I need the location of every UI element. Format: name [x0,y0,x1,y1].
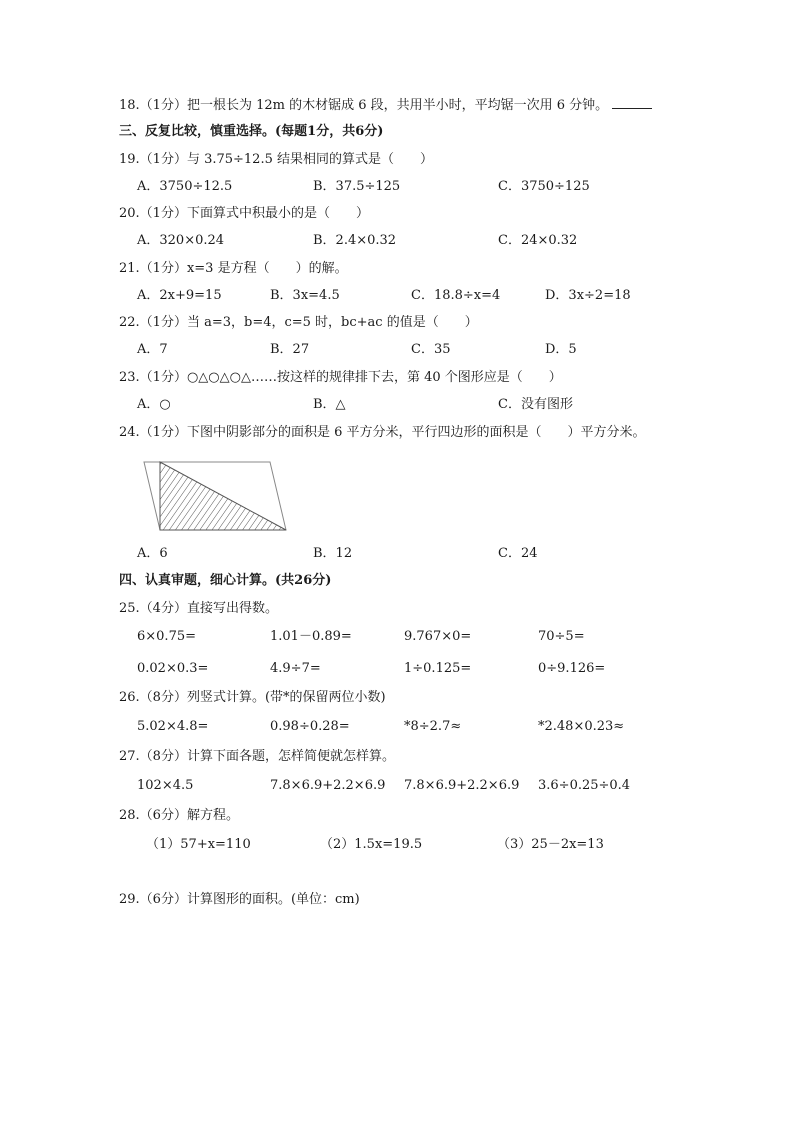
question-22-stem: 22.（1分）当 a=3，b=4，c=5 时，bc+ac 的值是（ ） [119,315,478,330]
q28-item: （3）25－2x=13 [497,837,604,852]
question-25-stem: 25.（4分）直接写出得数。 [119,601,278,616]
question-26-stem: 26.（8分）列竖式计算。(带*的保留两位小数) [119,690,386,705]
section-3-title: 三、反复比较，慎重选择。(每题1分，共6分) [119,124,384,139]
q27-item: 102×4.5 [137,778,194,793]
q25-item: 9.767×0= [404,629,472,644]
question-28-stem: 28.（6分）解方程。 [119,808,239,823]
q19-option-b[interactable]: B．37.5÷125 [313,179,401,194]
q22-option-b[interactable]: B．27 [270,342,310,357]
q21-option-d[interactable]: D．3x÷2=18 [545,288,631,303]
q23-option-c[interactable]: C．没有图形 [498,397,573,412]
q25-item: 70÷5= [538,629,585,644]
q23-option-b[interactable]: B．△ [313,397,346,412]
q20-option-a[interactable]: A．320×0.24 [137,233,225,248]
question-18-text: 18.（1分）把一根长为 12m 的木材锯成 6 段，共用半小时，平均锯一次用 6 分钟。 [119,98,609,113]
q22-option-c[interactable]: C．35 [411,342,451,357]
shaded-triangle [160,462,286,530]
q21-option-a[interactable]: A．2x+9=15 [137,288,222,303]
q24-option-a[interactable]: A．6 [137,546,168,561]
q24-option-c[interactable]: C．24 [498,546,538,561]
q27-item: 7.8×6.9+2.2×6.9 [404,778,520,793]
question-18 [119,96,652,115]
q26-item: *2.48×0.23≈ [538,719,625,734]
q19-option-c[interactable]: C．3750÷125 [498,179,590,194]
q22-option-d[interactable]: D．5 [545,342,577,357]
q25-item: 6×0.75= [137,629,197,644]
q25-item: 4.9÷7= [270,661,321,676]
q25-item: 0÷9.126= [538,661,606,676]
q21-option-c[interactable]: C．18.8÷x=4 [411,288,501,303]
q28-item: （1）57+x=110 [146,837,251,852]
question-20-stem: 20.（1分）下面算式中积最小的是（ ） [119,206,369,221]
q21-option-b[interactable]: B．3x=4.5 [270,288,340,303]
q27-item: 7.8×6.9+2.2×6.9 [270,778,386,793]
q28-item: （2）1.5x=19.5 [320,837,423,852]
question-27-stem: 27.（8分）计算下面各题，怎样简便就怎样算。 [119,749,395,764]
q27-item: 3.6÷0.25÷0.4 [538,778,631,793]
question-24-stem: 24.（1分）下图中阴影部分的面积是 6 平方分米，平行四边形的面积是（ ）平方分米。 [119,425,646,440]
q23-option-a[interactable]: A．○ [137,397,171,412]
q25-item: 1.01－0.89= [270,629,352,644]
q24-option-b[interactable]: B．12 [313,546,353,561]
q20-option-b[interactable]: B．2.4×0.32 [313,233,397,248]
question-23-stem: 23.（1分）○△○△○△……按这样的规律排下去，第 40 个图形应是（ ） [119,370,562,385]
parallelogram-figure [140,458,290,538]
question-19-stem: 19.（1分）与 3.75÷12.5 结果相同的算式是（ ） [119,152,433,167]
answer-blank[interactable] [612,96,652,109]
q19-option-a[interactable]: A．3750÷12.5 [137,179,233,194]
q25-item: 1÷0.125= [404,661,472,676]
question-21-stem: 21.（1分）x=3 是方程（ ）的解。 [119,261,348,276]
q26-item: *8÷2.7≈ [404,719,462,734]
section-4-title: 四、认真审题，细心计算。(共26分) [119,573,332,588]
q25-item: 0.02×0.3= [137,661,209,676]
q26-item: 0.98÷0.28= [270,719,350,734]
q26-item: 5.02×4.8= [137,719,209,734]
q20-option-c[interactable]: C．24×0.32 [498,233,578,248]
question-29-stem: 29.（6分）计算图形的面积。(单位：cm) [119,892,360,907]
q22-option-a[interactable]: A．7 [137,342,168,357]
